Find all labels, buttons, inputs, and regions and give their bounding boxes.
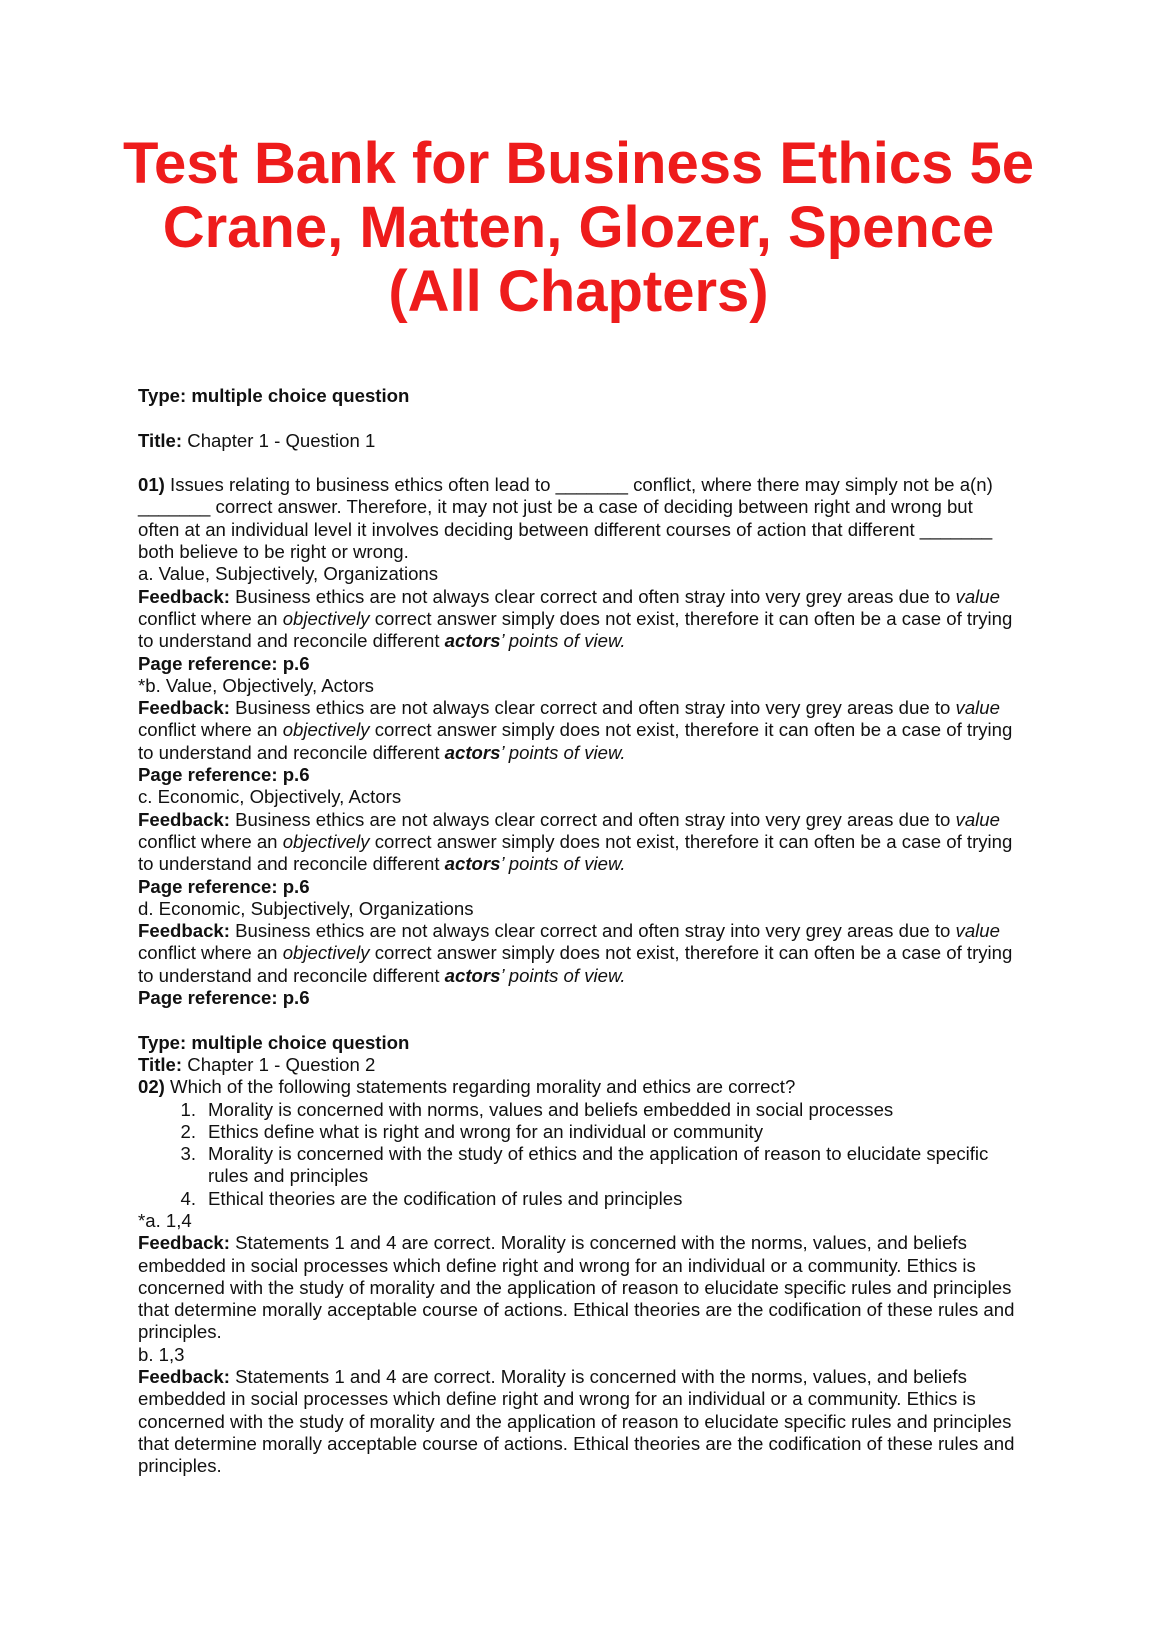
title-line-2: Crane, Matten, Glozer, Spence [162,195,995,260]
q1-option-b: *b. Value, Objectively, Actors [138,674,374,696]
q2-title: Title: Chapter 1 - Question 2 [138,1053,376,1075]
q1-option-c: c. Economic, Objectively, Actors [138,786,402,808]
q2-option-b: b. 1,3 [138,1343,185,1365]
document-title [0,132,1157,324]
q1-feedback-d: Feedback: Business ethics are not always clear correct and often stray into very grey areas due to value conflict where an objectively correct answer simply does not exist, therefore it can often be a case of trying to understand and reconcile different actors’ points of view. [138,920,1013,986]
q1-stem: 01) Issues relating to business ethics often lead to _______ conflict, where there may simply not be a(n) _______ correct answer. Therefore, it may not just be a case of deciding between right and wrong but often at an individual level it involves deciding between different courses of action that different _______ both believe to be right or wrong. [138,474,993,563]
list-item: 1. Morality is concerned with norms, values and beliefs embedded in social processes [180,1098,894,1120]
document-body [138,385,1018,1478]
q1-page-ref-a: Page reference: p.6 [138,652,310,674]
title-line-1: Test Bank for Business Ethics 5e [122,131,1035,196]
q1-page-ref-c: Page reference: p.6 [138,875,310,897]
list-item: 3. Morality is concerned with the study of ethics and the application of reason to elucidate specific rules and principles [180,1143,989,1187]
q1-page-ref-d: Page reference: p.6 [138,987,310,1009]
q1-feedback-c: Feedback: Business ethics are not always clear correct and often stray into very grey areas due to value conflict where an objectively correct answer simply does not exist, therefore it can often be a case of trying to understand and reconcile different actors’ points of view. [138,808,1013,875]
q1-page-ref-b: Page reference: p.6 [138,764,310,786]
q2-type: Type: multiple choice question [138,1031,410,1053]
q1-feedback-b: Feedback: Business ethics are not always clear correct and often stray into very grey areas due to value conflict where an objectively correct answer simply does not exist, therefore it can often be a case of trying to understand and reconcile different actors’ points of view. [138,697,1013,763]
list-item: 4. Ethical theories are the codification of rules and principles [180,1187,683,1209]
q2-statement-list [138,1099,1018,1210]
list-item: 2. Ethics define what is right and wrong for an individual or community [180,1120,763,1142]
q1-type: Type: multiple choice question [138,385,410,406]
q2-feedback-a: Feedback: Statements 1 and 4 are correct. Morality is concerned with the norms, values, and beliefs embedded in social processes which define right and wrong for an individual or a community. Ethics is concerned with the study of morality and the application of reason to elucidate specific rules and principles that determine morally acceptable course of actions. Ethical theories are the codification of these rules and principles. [138,1232,1015,1343]
q1-title: Title: Chapter 1 - Question 1 [138,429,376,451]
q2-feedback-b: Feedback: Statements 1 and 4 are correct. Morality is concerned with the norms, values, and beliefs embedded in social processes which define right and wrong for an individual or a community. Ethics is concerned with the study of morality and the application of reason to elucidate specific rules and principles that determine morally acceptable course of actions. Ethical theories are the codification of these rules and principles. [138,1366,1015,1477]
q1-option-d: d. Economic, Subjectively, Organizations [138,897,474,919]
q2-option-a: *a. 1,4 [138,1209,192,1231]
q1-feedback-a: Feedback: Business ethics are not always clear correct and often stray into very grey areas due to value conflict where an objectively correct answer simply does not exist, therefore it can often be a case of trying to understand and reconcile different actors’ points of view. [138,585,1013,652]
q1-option-a: a. Value, Subjectively, Organizations [138,563,439,585]
q2-stem: 02) Which of the following statements regarding morality and ethics are correct? [138,1076,796,1098]
title-line-3: (All Chapters) [388,259,769,324]
